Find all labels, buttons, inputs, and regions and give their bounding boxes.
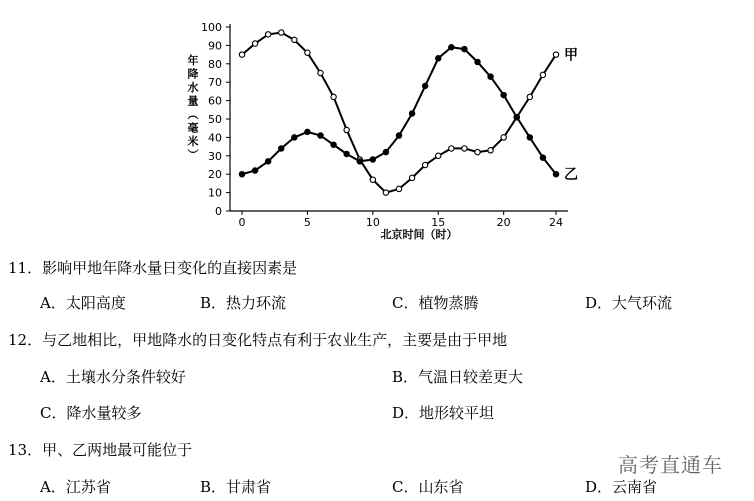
jia-data-point	[409, 175, 414, 180]
series-lines	[242, 33, 556, 193]
q12-option-a[interactable]: A．土壤水分条件较好	[40, 368, 186, 386]
yi-data-point	[553, 172, 558, 177]
q13-option-d[interactable]: D．云南省	[585, 478, 658, 496]
yi-data-point	[265, 159, 270, 164]
precipitation-chart	[0, 0, 754, 245]
jia-data-point	[422, 162, 427, 167]
y-tick-label: 0	[215, 205, 222, 218]
yi-data-point	[462, 46, 467, 51]
jia-data-point	[292, 37, 297, 42]
yi-data-point	[488, 74, 493, 79]
jia-data-point	[462, 146, 467, 151]
y-tick-label: 10	[208, 186, 222, 200]
jia-data-point	[553, 52, 558, 57]
q11-option-a[interactable]: A．太阳高度	[40, 294, 126, 312]
jia-data-point	[501, 135, 506, 140]
jia-data-point	[265, 32, 270, 37]
chart-labels	[187, 48, 579, 241]
yi-data-point	[396, 133, 401, 138]
yi-data-point	[383, 149, 388, 154]
yi-data-point	[514, 114, 519, 119]
x-tick-label: 0	[238, 216, 246, 229]
yi-data-point	[449, 45, 454, 50]
y-tick-label: 20	[208, 168, 222, 182]
y-tick-label: 60	[208, 94, 222, 108]
yi-data-point	[436, 56, 441, 61]
q12-option-b[interactable]: B．气温日较差更大	[392, 368, 524, 386]
y-axis-label: 年降水量︵毫米︶	[187, 54, 199, 162]
jia-data-point	[239, 52, 244, 57]
x-tick-label: 20	[496, 216, 511, 229]
jia-data-point	[540, 72, 545, 77]
jia-data-point	[344, 127, 349, 132]
yi-data-point	[318, 133, 323, 138]
y-tick-label: 90	[208, 39, 222, 53]
y-tick-label: 50	[208, 113, 222, 126]
series-label-yi: 乙	[564, 167, 578, 184]
x-axis-ticks	[239, 211, 564, 229]
q11-option-c[interactable]: C．植物蒸腾	[392, 294, 479, 312]
x-tick-label: 15	[431, 216, 446, 229]
yi-data-point	[357, 159, 362, 164]
series-line-yi	[242, 47, 556, 174]
yi-data-point	[540, 155, 545, 160]
yi-data-point	[501, 92, 506, 97]
jia-data-point	[436, 153, 441, 158]
question-12-stem: 12．与乙地相比，甲地降水的日变化特点有利于农业生产，主要是由于甲地	[8, 331, 508, 349]
y-tick-label: 100	[201, 21, 222, 34]
x-axis-label: 北京时间（时）	[380, 228, 458, 241]
yi-data-point	[475, 59, 480, 64]
y-tick-label: 70	[208, 76, 222, 90]
q12-option-c[interactable]: C．降水量较多	[40, 404, 142, 422]
jia-data-point	[449, 146, 454, 151]
q11-option-b[interactable]: B．热力环流	[200, 294, 287, 312]
yi-data-point	[305, 129, 310, 134]
x-tick-label: 10	[365, 216, 380, 229]
jia-data-point	[475, 149, 480, 154]
question-13-stem: 13．甲、乙两地最可能位于	[8, 441, 193, 459]
yi-data-point	[527, 135, 532, 140]
x-tick-label: 24	[549, 216, 563, 229]
jia-data-point	[383, 190, 388, 195]
q13-option-b[interactable]: B．甘肃省	[200, 478, 272, 496]
jia-data-point	[396, 186, 401, 191]
yi-data-point	[252, 168, 257, 173]
q13-option-c[interactable]: C．山东省	[392, 478, 464, 496]
watermark: 高考直通车	[618, 453, 723, 477]
yi-data-point	[279, 146, 284, 151]
jia-data-point	[488, 148, 493, 153]
yi-data-point	[409, 111, 414, 116]
jia-data-point	[279, 30, 284, 35]
series-line-jia	[242, 33, 556, 193]
q11-option-d[interactable]: D．大气环流	[585, 294, 673, 312]
y-tick-label: 30	[208, 149, 222, 163]
jia-data-point	[370, 177, 375, 182]
yi-data-point	[422, 83, 427, 88]
yi-data-point	[331, 142, 336, 147]
yi-data-point	[292, 135, 297, 140]
series-label-jia: 甲	[564, 47, 578, 64]
yi-data-point	[370, 157, 375, 162]
yi-data-point	[344, 151, 349, 156]
q13-option-a[interactable]: A．江苏省	[40, 478, 111, 496]
y-axis-ticks	[201, 21, 230, 218]
q12-option-d[interactable]: D．地形较平坦	[392, 404, 495, 422]
jia-data-point	[318, 70, 323, 75]
y-tick-label: 80	[208, 57, 222, 71]
jia-data-point	[527, 94, 532, 99]
yi-data-point	[239, 172, 244, 177]
jia-data-point	[305, 50, 310, 55]
question-11-stem: 11．影响甲地年降水量日变化的直接因素是	[8, 259, 298, 277]
jia-data-point	[331, 94, 336, 99]
y-tick-label: 40	[208, 131, 222, 145]
series-points	[239, 30, 558, 195]
x-tick-label: 5	[303, 216, 311, 229]
jia-data-point	[252, 41, 257, 46]
